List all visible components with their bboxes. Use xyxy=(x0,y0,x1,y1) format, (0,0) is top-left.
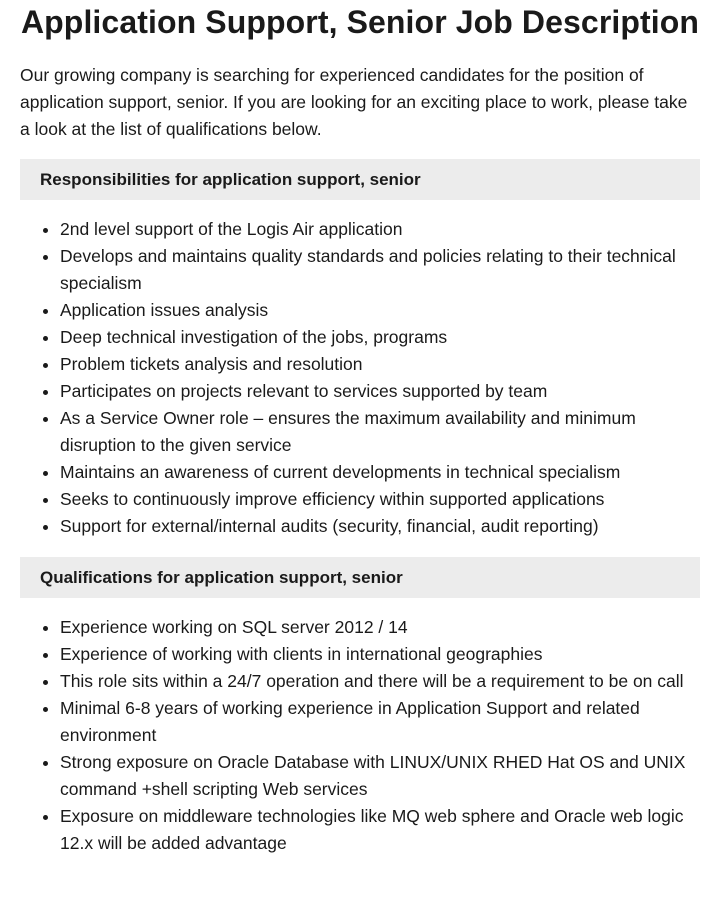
list-item: • Support for external/internal audits (security, financial, audit reporting) xyxy=(60,513,700,540)
list-item: • Seeks to continuously improve efficiency within supported applications xyxy=(60,486,700,513)
list-item: • Strong exposure on Oracle Database with LINUX/UNIX RHED Hat OS and UNIX command +shell scripting Web services xyxy=(60,749,700,803)
page-title: Application Support, Senior Job Description xyxy=(20,4,700,40)
list-item: • Maintains an awareness of current developments in technical specialism xyxy=(60,459,700,486)
list-item: • This role sits within a 24/7 operation and there will be a requirement to be on call xyxy=(60,668,700,695)
list-item: • Experience working on SQL server 2012 / 14 xyxy=(60,614,700,641)
list-item: • Application issues analysis xyxy=(60,297,700,324)
list-item: • Problem tickets analysis and resolution xyxy=(60,351,700,378)
qualifications-heading: Qualifications for application support, senior xyxy=(20,557,700,598)
list-item: • As a Service Owner role – ensures the maximum availability and minimum disruption to the given service xyxy=(60,405,700,459)
responsibilities-heading: Responsibilities for application support, senior xyxy=(20,159,700,200)
list-item: • Develops and maintains quality standards and policies relating to their technical specialism xyxy=(60,243,700,297)
qualifications-list xyxy=(20,614,700,857)
list-item: • Experience of working with clients in international geographies xyxy=(60,641,700,668)
responsibilities-list xyxy=(20,216,700,540)
list-item: • Minimal 6-8 years of working experience in Application Support and related environment xyxy=(60,695,700,749)
list-item: • Participates on projects relevant to services supported by team xyxy=(60,378,700,405)
intro-paragraph: Our growing company is searching for experienced candidates for the position of application support, senior. If you are looking for an exciting place to work, please take a look at the list of qualifications below. xyxy=(20,65,688,139)
list-item: • Deep technical investigation of the jobs, programs xyxy=(60,324,700,351)
list-item: • Exposure on middleware technologies like MQ web sphere and Oracle web logic 12.x will be added advantage xyxy=(60,803,700,857)
list-item: • 2nd level support of the Logis Air application xyxy=(60,216,700,243)
